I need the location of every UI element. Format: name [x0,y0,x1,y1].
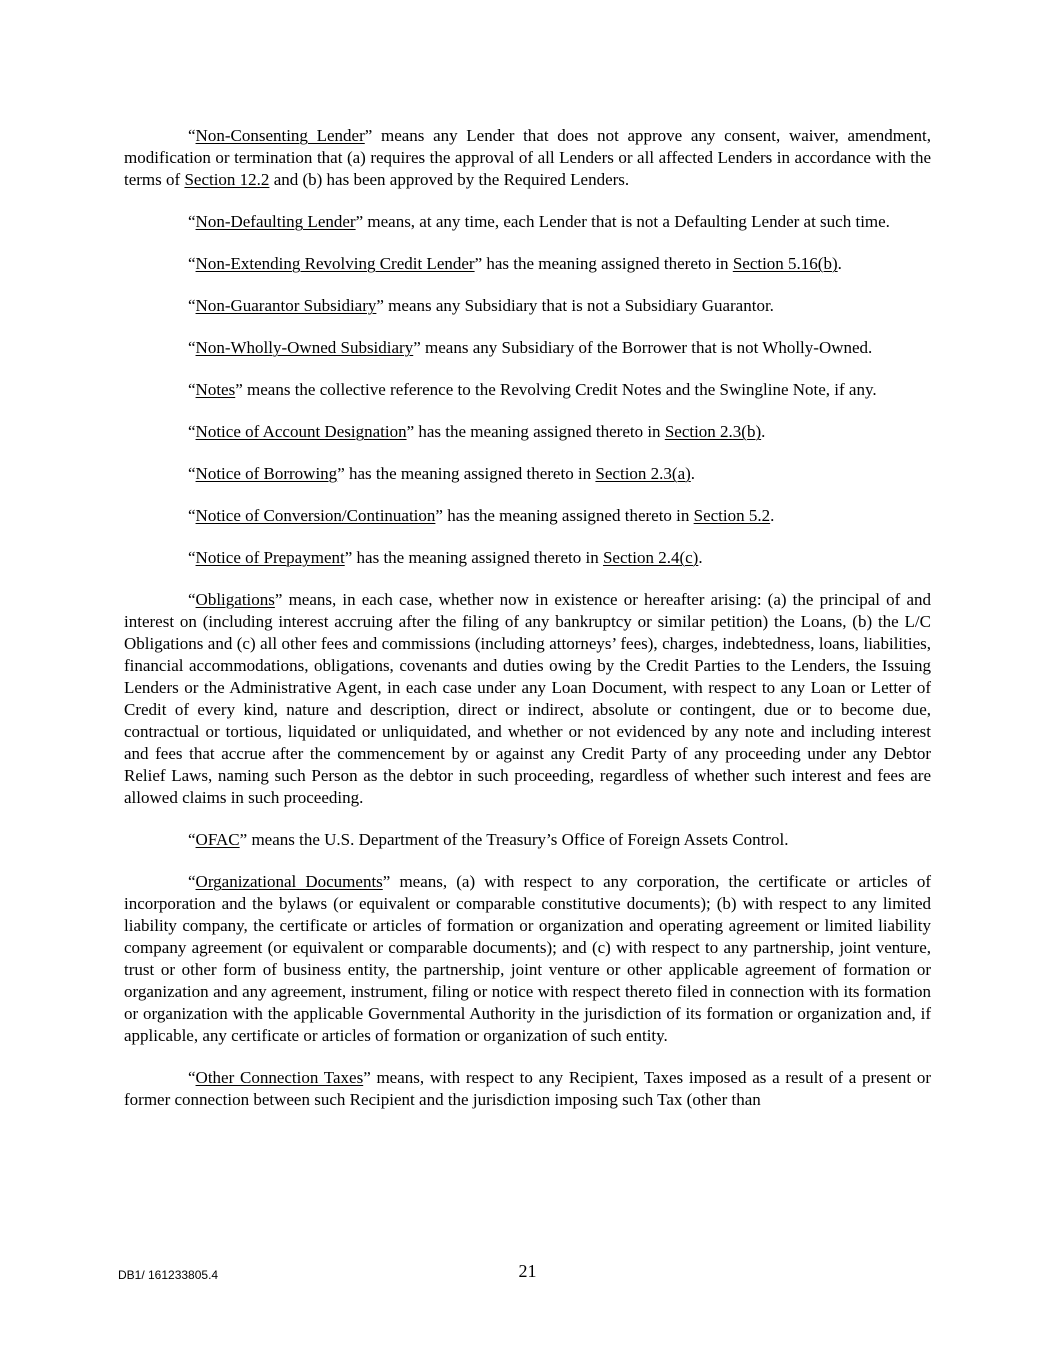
definitions-list [124,125,931,1131]
definition-paragraph: “Non-Guarantor Subsidiary” means any Subsidiary that is not a Subsidiary Guarantor. [188,296,774,315]
definition-text: means, (a) with respect to any corporation, the certificate or articles of incorporation and the bylaws (or equivalent or comparable constitutive documents); (b) with respect to any limited liability company, the certificate or articles of formation or organization and operating agreement or limited liability company agreement (or equivalent or comparable documents); and (c) with respect to any partnership, joint venture, trust or other form of business entity, the partnership, joint venture or other applicable agreement of formation or organization and any agreement, instrument, filing or notice with respect thereto filed in connection with its formation or organization with the applicable Governmental Authority in the jurisdiction of its formation or organization and, if applicable, any certificate or articles of formation or organization of such entity. [124,872,931,1045]
section-reference: Section 12.2 [184,170,270,189]
defined-term: Notice of Borrowing [195,464,338,483]
definition-text: has the meaning assigned thereto in [414,422,665,441]
defined-term: Notice of Prepayment [195,548,345,567]
definition-paragraph: “Non-Wholly-Owned Subsidiary” means any Subsidiary of the Borrower that is not Wholly-Owned. [188,338,873,357]
defined-term: Organizational Documents [195,872,383,891]
section-reference: Section 2.3(a) [595,464,691,483]
definition-text: . [770,506,775,525]
defined-term: Notes [195,380,236,399]
definition-text: . [837,254,842,273]
definition-text: has the meaning assigned thereto in [352,548,603,567]
definition-paragraph: “Notice of Borrowing” has the meaning assigned thereto in Section 2.3(a). [188,464,696,483]
definition-text: . [690,464,696,483]
document-id: DB1/ 161233805.4 [118,1268,219,1282]
definition-paragraph: “Notes” means the collective reference to the Revolving Credit Notes and the Swingline Note, if any. [188,380,877,399]
definition-text: and (b) has been approved by the Required Lenders. [269,170,630,189]
definition-paragraph: “Notice of Account Designation” has the meaning assigned thereto in Section 2.3(b). [188,422,766,441]
section-reference: Section 2.3(b) [664,422,762,441]
definition-paragraph: “Non-Extending Revolving Credit Lender” has the meaning assigned thereto in Section 5.16(b). [188,254,842,273]
definition-text: means, with respect to any Recipient, Taxes imposed as a result of a present or former connection between such Recipient and the jurisdiction imposing such Tax (other than [124,1068,931,1109]
definition-text: has the meaning assigned thereto in [344,464,596,483]
defined-term: Obligations [195,590,275,609]
definition-text: means any Subsidiary of the Borrower that is not Wholly-Owned. [420,338,873,357]
section-reference: Section 2.4(c) [602,548,699,567]
definition-paragraph: “Non-Defaulting Lender” means, at any time, each Lender that is not a Defaulting Lender at such time. [188,212,890,231]
definition-text: means, in each case, whether now in existence or hereafter arising: (a) the principal of and interest on (including interest accruing after the filing of any bankruptcy or similar petition) the Loans, (b) the L/C Obligations and (c) all other fees and commissions (including attorneys’ fees), charges, indebtedness, loans, liabilities, financial accommodations, obligations, covenants and duties owing by the Credit Parties to the Lenders, the Issuing Lenders or the Administrative Agent, in each case under any Loan Document, with respect to any Loan or Letter of Credit of every kind, nature and description, direct or indirect, absolute or contingent, due or to become due, contractual or tortious, liquidated or unliquidated, and whether or not evidenced by any note and including interest and fees that accrue after the commencement by or against any Credit Party of any proceeding under any Debtor Relief Laws, naming such Person as the debtor in such proceeding, regardless of whether such interest and fees are allowed claims in such proceeding. [124,590,931,807]
defined-term: Notice of Conversion/Continuation [195,506,436,525]
defined-term: Non-Extending Revolving Credit Lender [195,254,475,273]
definition-text: means the U.S. Department of the Treasury’s Office of Foreign Assets Control. [247,830,789,849]
definition-paragraph: “Notice of Prepayment” has the meaning assigned thereto in Section 2.4(c). [188,548,703,567]
definition-paragraph: “Other Connection Taxes” means, with respect to any Recipient, Taxes imposed as a result of a present or former connection between such Recipient and the jurisdiction imposing such Tax (other than [124,1068,931,1109]
definition-text: . [698,548,703,567]
defined-term: OFAC [195,830,240,849]
definition-paragraph: “OFAC” means the U.S. Department of the Treasury’s Office of Foreign Assets Control. [188,830,789,849]
definition-text: has the meaning assigned thereto in [482,254,733,273]
defined-term: Non-Wholly-Owned Subsidiary [195,338,414,357]
section-reference: Section 5.2 [693,506,771,525]
definition-text: means, at any time, each Lender that is not a Defaulting Lender at such time. [363,212,890,231]
defined-term: Other Connection Taxes [195,1068,364,1087]
page-number: 21 [518,1261,537,1281]
definition-text: . [761,422,766,441]
definition-paragraph: “Obligations” means, in each case, whether now in existence or hereafter arising: (a) the principal of and interest on (including interest accruing after the filing of any bankruptcy or similar petition) the Loans, (b) the L/C Obligations and (c) all other fees and commissions (including attorneys’ fees), charges, indebtedness, loans, liabilities, financial accommodations, obligations, covenants and duties owing by the Credit Parties to the Lenders, the Issuing Lenders or the Administrative Agent, in each case under any Loan Document, with respect to any Loan or Letter of Credit of every kind, nature and description, direct or indirect, absolute or contingent, due or to become due, contractual or tortious, liquidated or unliquidated, and whether or not evidenced by any note and including interest and fees that accrue after the commencement by or against any Credit Party of any proceeding under any Debtor Relief Laws, naming such Person as the debtor in such proceeding, regardless of whether such interest and fees are allowed claims in such proceeding. [124,590,931,807]
definition-paragraph: “Notice of Conversion/Continuation” has the meaning assigned thereto in Section 5.2. [188,506,775,525]
definition-text: has the meaning assigned thereto in [442,506,694,525]
defined-term: Notice of Account Designation [195,422,407,441]
definition-paragraph: “Organizational Documents” means, (a) with respect to any corporation, the certificate or articles of incorporation and the bylaws (or equivalent or comparable constitutive documents); (b) with respect to any limited liability company, the certificate or articles of formation or organization and operating agreement or limited liability company agreement (or equivalent or comparable documents); and (c) with respect to any partnership, joint venture, trust or other form of business entity, the partnership, joint venture or other applicable agreement of formation or organization and any agreement, instrument, filing or notice with respect thereto filed in connection with its formation or organization with the applicable Governmental Authority in the jurisdiction of its formation or organization and, if applicable, any certificate or articles of formation or organization of such entity. [124,872,931,1045]
definition-text: means any Subsidiary that is not a Subsidiary Guarantor. [383,296,774,315]
defined-term: Non-Consenting Lender [195,126,365,145]
definition-paragraph: “Non-Consenting Lender” means any Lender that does not approve any consent, waiver, amendment, modification or termination that (a) requires the approval of all Lenders or all affected Lenders in accordance with the terms of Section 12.2 and (b) has been approved by the Required Lenders. [124,126,932,189]
defined-term: Non-Guarantor Subsidiary [195,296,377,315]
section-reference: Section 5.16(b) [732,254,838,273]
definition-text: means the collective reference to the Revolving Credit Notes and the Swingline Note, if any. [242,380,877,399]
defined-term: Non-Defaulting Lender [195,212,356,231]
definition-text: means any Lender that does not approve any consent, waiver, amendment, modification or termination that (a) requires the approval of all Lenders or all affected Lenders in accordance with the terms of [124,126,932,189]
